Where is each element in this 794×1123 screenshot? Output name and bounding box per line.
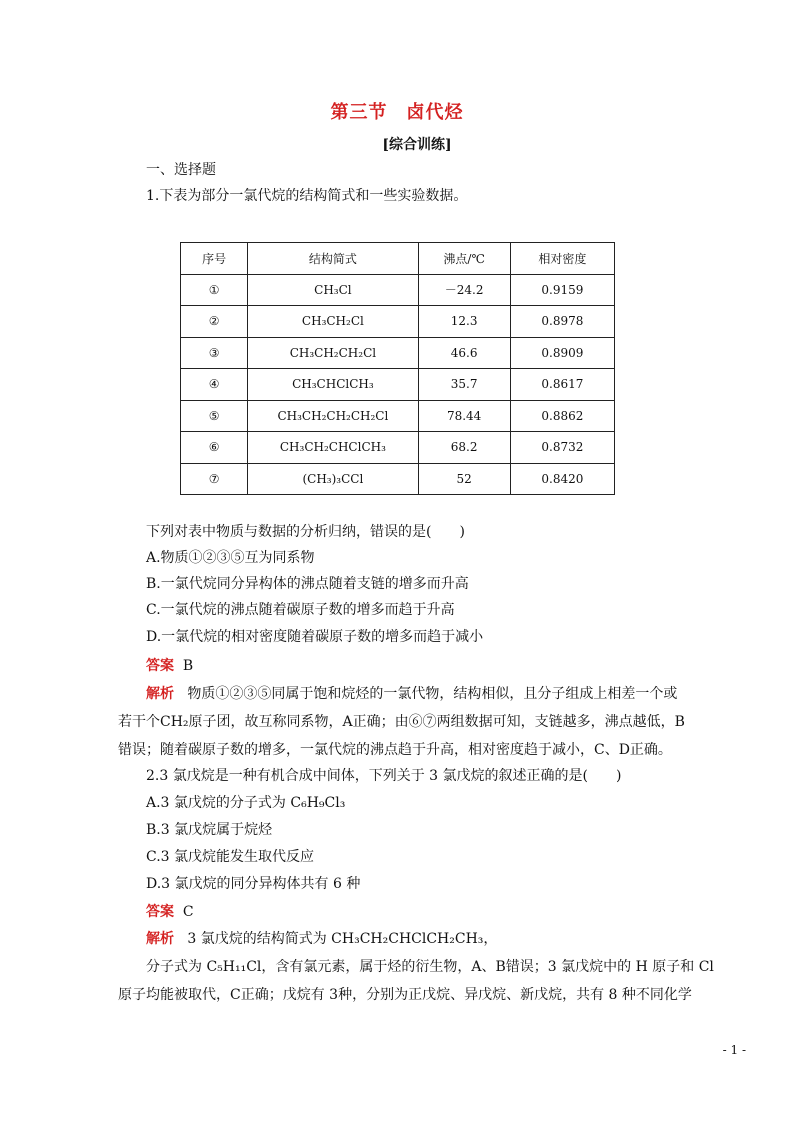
- answer-value: B: [182, 658, 194, 674]
- q2-option-d: D.3 氯戊烷的同分异构体共有 6 种: [146, 876, 361, 892]
- row-density: 0.8420: [510, 463, 614, 495]
- row-density: 0.8909: [510, 337, 614, 369]
- table-header-row: [181, 243, 615, 275]
- q1-question: 下列对表中物质与数据的分析归纳，错误的是( ): [146, 524, 465, 540]
- q1-analysis-line-3: 错误；随着碳原子数的增多，一氯代烷的沸点趋于升高，相对密度趋于减小，C、D正确。: [118, 742, 672, 758]
- row-number: ④: [181, 369, 248, 401]
- table-row: [181, 274, 615, 306]
- row-boiling-point: －24.2: [418, 274, 510, 306]
- row-density: 0.9159: [510, 274, 614, 306]
- q2-analysis-line-2: 分子式为 C₅H₁₁Cl，含有氯元素，属于烃的衍生物，A、B错误；3 氯戊烷中的 H 原子和 Cl: [146, 959, 714, 975]
- row-number: ①: [181, 274, 248, 306]
- q1-stem: 1.下表为部分一氯代烷的结构简式和一些实验数据。: [146, 188, 468, 204]
- row-boiling-point: 78.44: [418, 400, 510, 432]
- q2-option-a: A.3 氯戊烷的分子式为 C₆H₉Cl₃: [146, 795, 346, 811]
- header-cell: 序号: [181, 243, 248, 275]
- row-formula: (CH₃)₃CCl: [248, 463, 418, 495]
- q1-answer: [146, 656, 193, 676]
- row-boiling-point: 35.7: [418, 369, 510, 401]
- answer-label: 答案: [146, 658, 174, 674]
- page-title: 第三节 卤代烃: [330, 102, 464, 123]
- row-boiling-point: 46.6: [418, 337, 510, 369]
- header-cell: 结构简式: [248, 243, 418, 275]
- row-formula: CH₃CH₂CHClCH₃: [248, 432, 418, 464]
- q1-option-c: C.一氯代烷的沸点随着碳原子数的增多而趋于升高: [146, 602, 455, 618]
- table-row: [181, 432, 615, 464]
- analysis-text: 物质①②③⑤同属于饱和烷烃的一氯代物，结构相似，且分子组成上相差一个或: [187, 686, 678, 702]
- table-row: [181, 400, 615, 432]
- analysis-label: 解析: [146, 931, 174, 947]
- row-number: ⑥: [181, 432, 248, 464]
- section-subtitle: [综合训练]: [382, 137, 452, 153]
- table-row: [181, 369, 615, 401]
- row-number: ②: [181, 306, 248, 338]
- row-boiling-point: 52: [418, 463, 510, 495]
- q2-analysis-line-1: [146, 929, 497, 949]
- q1-analysis-line-2: 若干个CH₂原子团，故互称同系物，A正确；由⑥⑦两组数据可知，支链越多，沸点越低，B: [118, 714, 685, 730]
- q2-answer: [146, 902, 194, 922]
- q1-option-a: A.物质①②③⑤互为同系物: [146, 550, 315, 566]
- q2-option-b: B.3 氯戊烷属于烷烃: [146, 822, 273, 838]
- row-boiling-point: 12.3: [418, 306, 510, 338]
- row-density: 0.8732: [510, 432, 614, 464]
- q1-analysis-line-1: [146, 684, 677, 704]
- table-row: [181, 306, 615, 338]
- analysis-text: 3 氯戊烷的结构简式为 CH₃CH₂CHClCH₂CH₃，: [187, 931, 498, 947]
- analysis-label: 解析: [146, 686, 174, 702]
- row-density: 0.8617: [510, 369, 614, 401]
- row-number: ⑦: [181, 463, 248, 495]
- row-formula: CH₃CH₂CH₂Cl: [248, 337, 418, 369]
- section-heading: 一、选择题: [146, 162, 216, 178]
- table-row: [181, 337, 615, 369]
- row-formula: CH₃CHClCH₃: [248, 369, 418, 401]
- q1-option-b: B.一氯代烷同分异构体的沸点随着支链的增多而升高: [146, 576, 469, 592]
- page-number: - 1 -: [722, 1043, 746, 1057]
- q2-analysis-line-3: 原子均能被取代，C正确；戊烷有 3种，分别为正戊烷、异戊烷、新戊烷，共有 8 种不同化学: [118, 987, 692, 1003]
- header-cell: 沸点/℃: [418, 243, 510, 275]
- chloroalkane-table: [180, 242, 615, 495]
- q2-stem: 2.3 氯戊烷是一种有机合成中间体，下列关于 3 氯戊烷的叙述正确的是( ): [146, 768, 622, 784]
- q1-option-d: D.一氯代烷的相对密度随着碳原子数的增多而趋于减小: [146, 629, 484, 645]
- row-number: ③: [181, 337, 248, 369]
- row-formula: CH₃Cl: [248, 274, 418, 306]
- row-density: 0.8978: [510, 306, 614, 338]
- row-boiling-point: 68.2: [418, 432, 510, 464]
- header-cell: 相对密度: [510, 243, 614, 275]
- row-formula: CH₃CH₂CH₂CH₂Cl: [248, 400, 418, 432]
- q2-option-c: C.3 氯戊烷能发生取代反应: [146, 849, 315, 865]
- row-formula: CH₃CH₂Cl: [248, 306, 418, 338]
- answer-label: 答案: [146, 904, 174, 920]
- table-row: [181, 463, 615, 495]
- row-number: ⑤: [181, 400, 248, 432]
- answer-value: C: [182, 904, 194, 920]
- row-density: 0.8862: [510, 400, 614, 432]
